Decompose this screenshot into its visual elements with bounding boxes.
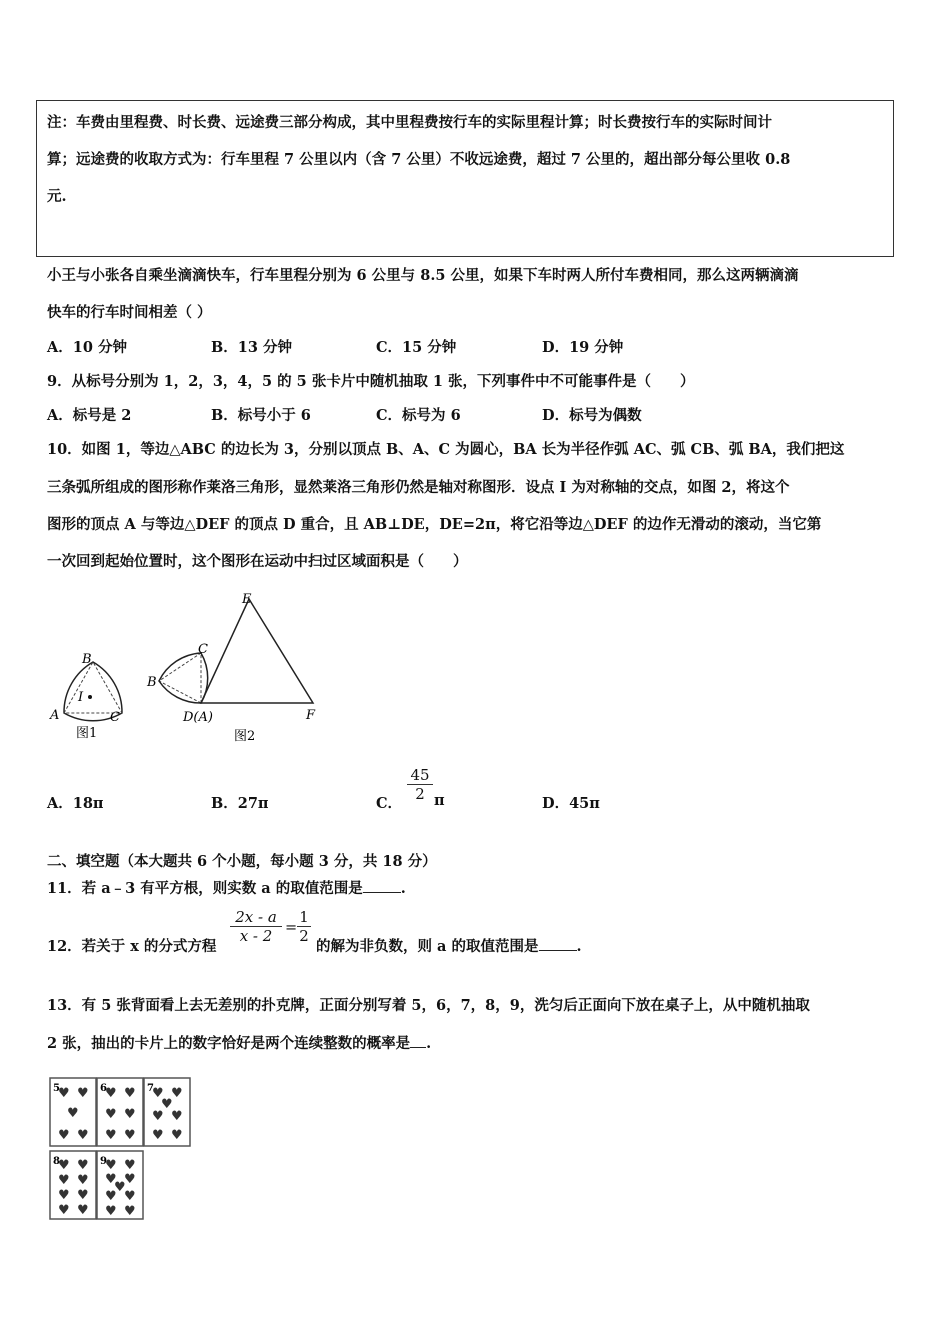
q12-prefix: 12．若关于 x 的分式方程 bbox=[47, 938, 217, 955]
q12-end: . bbox=[576, 938, 582, 955]
fig2-label-e: E bbox=[242, 592, 252, 607]
heart-icon: ♥ bbox=[77, 1188, 89, 1203]
q8-option-c: C．15 分钟 bbox=[376, 339, 457, 356]
card-6 bbox=[97, 1078, 143, 1146]
q10-option-c-suffix: π bbox=[434, 792, 445, 809]
q12-equals: = bbox=[285, 920, 298, 936]
heart-icon: ♥ bbox=[58, 1188, 70, 1203]
reuleaux-figure bbox=[40, 585, 330, 750]
card-rank: 8 bbox=[53, 1156, 60, 1167]
heart-icon: ♥ bbox=[152, 1086, 164, 1101]
heart-icon: ♥ bbox=[105, 1158, 117, 1173]
q11-text: 11．若 a﹣3 有平方根，则实数 a 的取值范围是 bbox=[47, 880, 363, 897]
fig1-label-c: C bbox=[110, 710, 120, 725]
fig2-caption: 图2 bbox=[234, 729, 256, 744]
q10-option-c-fraction bbox=[407, 766, 433, 803]
heart-icon: ♥ bbox=[171, 1109, 183, 1124]
q10-c-numerator: 45 bbox=[410, 766, 430, 784]
q12-rhs-fraction bbox=[297, 908, 311, 945]
q8-line-1: 小王与小张各自乘坐滴滴快车，行车里程分别为 6 公里与 8.5 公里，如果下车时两人所付车费相同，那么这两辆滴滴 bbox=[47, 267, 799, 284]
heart-icon: ♥ bbox=[152, 1109, 164, 1124]
heart-icon: ♥ bbox=[124, 1189, 136, 1204]
q8-line-2: 快车的行车时间相差（ ） bbox=[47, 304, 212, 321]
fig1-caption: 图1 bbox=[76, 726, 98, 741]
q12-lhs-numerator: 2x - a bbox=[235, 908, 277, 926]
q9-option-c: C．标号为 6 bbox=[376, 407, 461, 424]
fig2-label-d: D(A) bbox=[183, 710, 213, 725]
heart-icon: ♥ bbox=[105, 1128, 117, 1143]
heart-icon: ♥ bbox=[105, 1107, 117, 1122]
q10-option-c-prefix: C． bbox=[376, 795, 403, 812]
heart-icon: ♥ bbox=[58, 1173, 70, 1188]
heart-icon: ♥ bbox=[58, 1086, 70, 1101]
card-rank: 9 bbox=[100, 1156, 107, 1167]
triangle-def bbox=[201, 599, 313, 703]
q10-line-3: 图形的顶点 A 与等边△DEF 的顶点 D 重合，且 AB⊥DE，DE=2π，将它沿等边△DEF 的边作无滑动的滚动，当它第 bbox=[47, 516, 822, 533]
heart-icon: ♥ bbox=[105, 1172, 117, 1187]
card-9 bbox=[97, 1151, 143, 1219]
q12-rhs-numerator: 1 bbox=[299, 908, 309, 926]
heart-icon: ♥ bbox=[58, 1203, 70, 1218]
q11-end: . bbox=[400, 880, 406, 897]
q10-option-a: A．18π bbox=[47, 795, 104, 812]
q12-rhs-denominator: 2 bbox=[299, 927, 309, 945]
heart-icon: ♥ bbox=[124, 1128, 136, 1143]
q10-option-d: D．45π bbox=[542, 795, 600, 812]
heart-icon: ♥ bbox=[77, 1158, 89, 1173]
q12-answer-blank[interactable] bbox=[539, 950, 577, 951]
heart-icon: ♥ bbox=[124, 1086, 136, 1101]
card-rank: 6 bbox=[100, 1083, 107, 1094]
note-line-1: 注：车费由里程费、时长费、远途费三部分构成，其中里程费按行车的实际里程计算；时长费按行车的实际时间计 bbox=[47, 114, 772, 131]
q10-line-2: 三条弧所组成的图形称作莱洛三角形，显然莱洛三角形仍然是轴对称图形．设点 I 为对称轴的交点，如图 2，将这个 bbox=[47, 479, 790, 496]
heart-icon: ♥ bbox=[77, 1173, 89, 1188]
q10-c-denominator: 2 bbox=[415, 785, 425, 803]
inner-triangle-2 bbox=[159, 653, 201, 703]
fig1-label-b: B bbox=[82, 652, 92, 667]
q9-option-b: B．标号小于 6 bbox=[211, 407, 311, 424]
card-rank: 7 bbox=[147, 1083, 154, 1094]
heart-icon: ♥ bbox=[105, 1086, 117, 1101]
q12-lhs-fraction bbox=[230, 908, 282, 945]
heart-icon: ♥ bbox=[124, 1107, 136, 1122]
heart-icon: ♥ bbox=[58, 1128, 70, 1143]
heart-icon: ♥ bbox=[124, 1158, 136, 1173]
q10-line-1: 10．如图 1，等边△ABC 的边长为 3，分别以顶点 B、A、C 为圆心，BA 长为半径作弧 AC、弧 CB、弧 BA，我们把这 bbox=[47, 441, 845, 458]
q10-option-b: B．27π bbox=[211, 795, 269, 812]
note-line-3: 元. bbox=[47, 188, 67, 205]
fig2-label-b: B bbox=[147, 675, 157, 690]
heart-icon: ♥ bbox=[124, 1204, 136, 1219]
q11 bbox=[47, 877, 406, 898]
heart-icon: ♥ bbox=[171, 1128, 183, 1143]
heart-icon: ♥ bbox=[105, 1204, 117, 1219]
point-i bbox=[88, 695, 92, 699]
q9-stem: 9．从标号分别为 1，2，3，4，5 的 5 张卡片中随机抽取 1 张，下列事件中不可能事件是（ ） bbox=[47, 373, 695, 390]
heart-icon: ♥ bbox=[77, 1086, 89, 1101]
figure-1 bbox=[49, 652, 122, 741]
q12-suffix: 的解为非负数，则 a 的取值范围是 bbox=[316, 938, 539, 955]
fig1-label-i: I bbox=[78, 690, 84, 705]
card-5 bbox=[50, 1078, 96, 1146]
heart-icon: ♥ bbox=[67, 1106, 79, 1121]
heart-icon: ♥ bbox=[77, 1203, 89, 1218]
q8-option-d: D．19 分钟 bbox=[542, 339, 624, 356]
note-line-2: 算；远途费的收取方式为：行车里程 7 公里以内（含 7 公里）不收远途费，超过 7 公里的，超出部分每公里收 0.8 bbox=[47, 151, 791, 168]
fig2-label-f: F bbox=[306, 708, 316, 723]
q11-answer-blank[interactable] bbox=[363, 892, 401, 893]
q12-suffix-line bbox=[316, 935, 582, 956]
q13-line-2 bbox=[47, 1032, 431, 1053]
heart-icon: ♥ bbox=[171, 1086, 183, 1101]
q10-line-4: 一次回到起始位置时，这个图形在运动中扫过区域面积是（ ） bbox=[47, 553, 468, 570]
reuleaux-triangle-2 bbox=[159, 653, 208, 703]
fig2-label-c: C bbox=[198, 642, 208, 657]
q13-line-2-text: 2 张，抽出的卡片上的数字恰好是两个连续整数的概率是 bbox=[47, 1035, 411, 1052]
heart-icon: ♥ bbox=[152, 1128, 164, 1143]
heart-icon: ♥ bbox=[124, 1172, 136, 1187]
heart-icon: ♥ bbox=[114, 1180, 126, 1195]
figure-2 bbox=[146, 592, 316, 744]
q8-option-a: A．10 分钟 bbox=[47, 339, 127, 356]
heart-icon: ♥ bbox=[161, 1097, 173, 1112]
card-8 bbox=[50, 1151, 96, 1219]
section-2-heading: 二、填空题（本大题共 6 个小题，每小题 3 分，共 18 分） bbox=[47, 853, 437, 870]
heart-icon: ♥ bbox=[105, 1189, 117, 1204]
q13-line-1: 13．有 5 张背面看上去无差别的扑克牌，正面分别写着 5，6，7，8，9，洗匀后正面向下放在桌子上，从中随机抽取 bbox=[47, 997, 810, 1014]
fig1-label-a: A bbox=[50, 708, 60, 723]
playing-cards bbox=[46, 1075, 198, 1225]
q9-option-a: A．标号是 2 bbox=[47, 407, 132, 424]
q13-answer-blank[interactable] bbox=[410, 1047, 426, 1048]
q8-option-b: B．13 分钟 bbox=[211, 339, 292, 356]
inner-triangle-1 bbox=[64, 662, 122, 713]
card-rank: 5 bbox=[53, 1083, 60, 1094]
heart-icon: ♥ bbox=[58, 1158, 70, 1173]
q9-option-d: D．标号为偶数 bbox=[542, 407, 642, 424]
card-7 bbox=[144, 1078, 190, 1146]
q12-lhs-denominator: x - 2 bbox=[239, 927, 273, 945]
heart-icon: ♥ bbox=[77, 1128, 89, 1143]
q13-end: . bbox=[426, 1035, 432, 1052]
